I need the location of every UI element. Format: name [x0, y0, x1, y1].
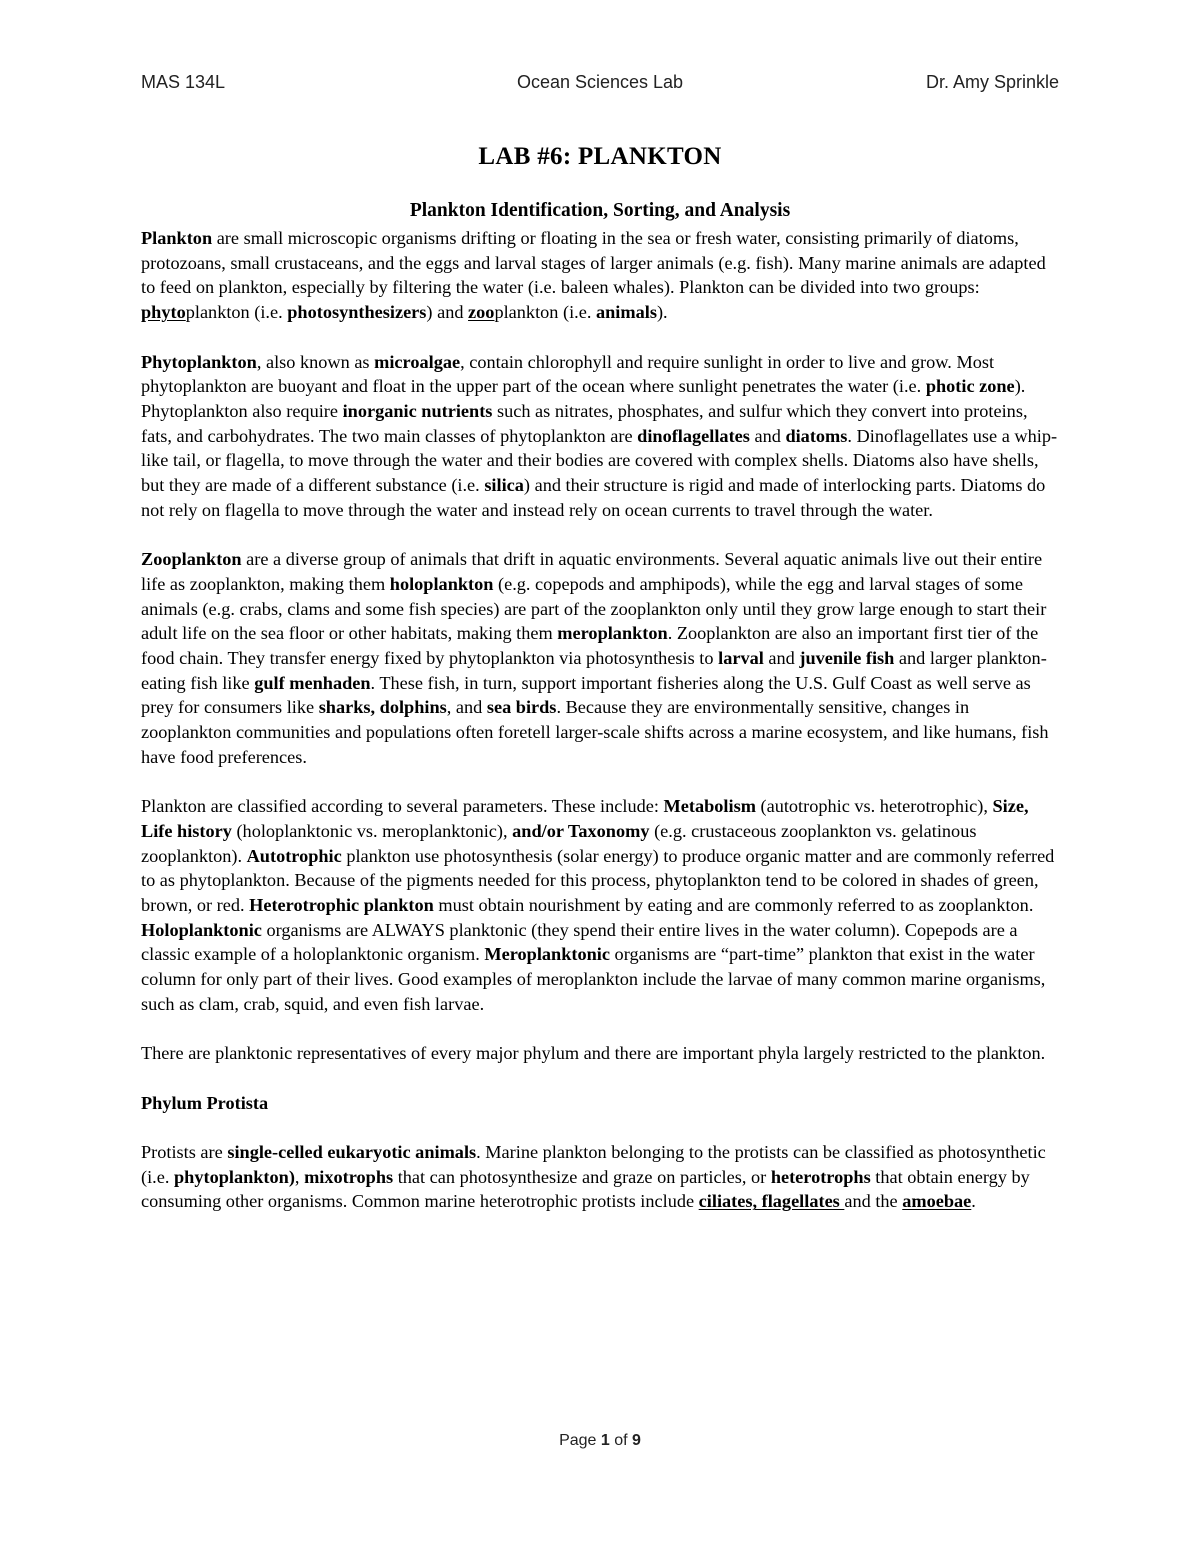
course-code: MAS 134L: [141, 72, 226, 92]
paragraph-protista: Protists are single-celled eukaryotic animals. Marine plankton belonging to the protists can be classified as photosynthetic (i.e. phytoplankton), mixotrophs that can photosynthesize and graze on particles, or heterotrophs that obtain energy by consuming other organisms. Common marine heterotrophic protists include ciliates, flagellates and the amoebae.: [141, 1141, 1046, 1212]
paragraph-zooplankton: Zooplankton are a diverse group of animals that drift in aquatic environments. Several aquatic animals live out their entire life as zooplankton, making them holoplankton (e.g. copepods and amphipods), while the egg and larval stages of some animals (e.g. crabs, clams and some fish species) are part of the zooplankton only until they grow large enough to start their adult life on the sea floor or other habitats, making them meroplankton. Zooplankton are also an important first tier of the food chain. They transfer energy fixed by phytoplankton via photosynthesis to larval and juvenile fish and larger plankton-eating fish like gulf menhaden. These fish, in turn, support important fisheries along the U.S. Gulf Coast as well serve as prey for consumers like sharks, dolphins, and sea birds. Because they are environmentally sensitive, changes in zooplankton communities and populations often foretell larger-scale shifts across a marine ecosystem, and like humans, fish have food preferences.: [141, 549, 1049, 767]
body-text: [141, 226, 1059, 1214]
page-header: [141, 72, 1059, 100]
page-title: LAB #6: PLANKTON: [478, 143, 722, 170]
section-heading-protista: Phylum Protista: [141, 1092, 269, 1113]
paragraph-phyla: There are planktonic representatives of every major phylum and there are important phyla largely restricted to the plankton.: [141, 1043, 1046, 1064]
page-subtitle: Plankton Identification, Sorting, and Analysis: [409, 200, 791, 221]
paragraph-phytoplankton: Phytoplankton, also known as microalgae, contain chlorophyll and require sunlight in order to live and grow. Most phytoplankton are buoyant and float in the upper part of the ocean where sunlight penetrates the water (i.e. photic zone). Phytoplankton also require inorganic nutrients such as nitrates, phosphates, and sulfur which they convert into proteins, fats, and carbohydrates. The two main classes of phytoplankton are dinoflagellates and diatoms. Dinoflagellates use a whip-like tail, or flagella, to move through the water and their bodies are covered with complex shells. Diatoms also have shells, but they are made of a different substance (i.e. silica) and their structure is rigid and made of interlocking parts. Diatoms do not rely on flagella to move through the water and instead rely on ocean currents to travel through the water.: [141, 351, 1058, 520]
paragraph-plankton: Plankton are small microscopic organisms drifting or floating in the sea or fresh water, consisting primarily of diatoms, protozoans, small crustaceans, and the eggs and larval stages of larger animals (e.g. fish). Many marine animals are adapted to feed on plankton, especially by filtering the water (i.e. baleen whales). Plankton can be divided into two groups: phytoplankton (i.e. photosynthesizers) and zooplankton (i.e. animals).: [141, 228, 1046, 323]
lab-name: Ocean Sciences Lab: [516, 72, 684, 92]
page-number: Page 1 of 9: [559, 1432, 641, 1449]
paragraph-classification: Plankton are classified according to several parameters. These include: Metabolism (autotrophic vs. heterotrophic), Size, Life history (holoplanktonic vs. meroplanktonic), and/or Taxonomy (e.g. crustaceous zooplankton vs. gelatinous zooplankton). Autotrophic plankton use photosynthesis (solar energy) to produce organic matter and are commonly referred to as phytoplankton. Because of the pigments needed for this process, phytoplankton tend to be colored in shades of green, brown, or red. Heterotrophic plankton must obtain nourishment by eating and are commonly referred to as zooplankton. Holoplanktonic organisms are ALWAYS planktonic (they spend their entire lives in the water column). Copepods are a classic example of a holoplanktonic organism. Meroplanktonic organisms are “part-time” plankton that exist in the water column for only part of their lives. Good examples of meroplankton include the larvae of many common marine organisms, such as clam, crab, squid, and even fish larvae.: [141, 796, 1055, 1014]
instructor-name: Dr. Amy Sprinkle: [925, 72, 1059, 92]
